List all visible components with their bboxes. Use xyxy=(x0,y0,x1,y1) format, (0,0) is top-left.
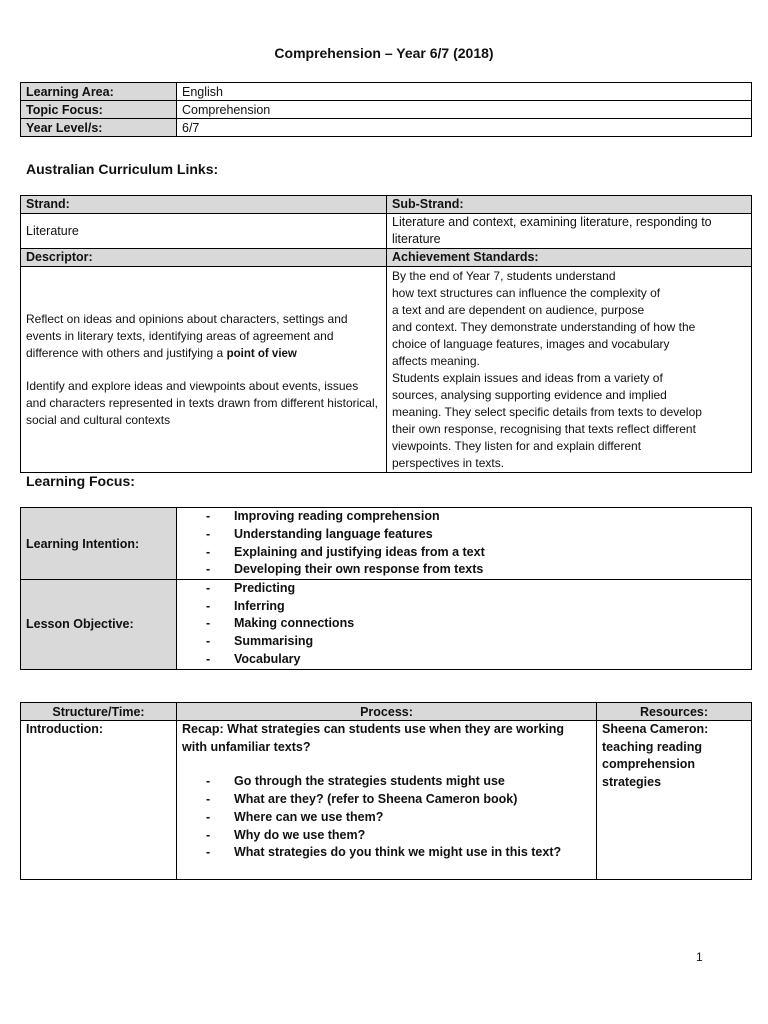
standards-line: a text and are dependent on audience, purpose xyxy=(392,303,645,317)
page-title: Comprehension – Year 6/7 (2018) xyxy=(274,45,494,61)
list-item: - Where can we use them? xyxy=(206,809,384,824)
standards-line: perspectives in texts. xyxy=(392,456,505,470)
structure-cell: Introduction: xyxy=(21,721,177,880)
descriptor-1 xyxy=(26,311,381,363)
list-item: - What strategies do you think we might use in this text? xyxy=(206,845,562,860)
standards-line: meaning. They select specific details from texts to develop xyxy=(392,405,702,419)
learning-area-label: Learning Area: xyxy=(21,83,177,101)
strand-header: Strand: xyxy=(21,196,387,214)
substrand-header: Sub-Strand: xyxy=(387,196,752,214)
step-text: What strategies do you think we might use in this text? xyxy=(234,845,562,860)
list-item: - Go through the strategies students might use xyxy=(206,774,505,789)
objective-text: Inferring xyxy=(234,598,285,613)
lesson-objective-label: Lesson Objective: xyxy=(21,580,177,670)
info-table xyxy=(20,82,752,137)
list-item: - Summarising xyxy=(206,634,314,649)
info-row-topic-focus xyxy=(21,101,752,119)
objective-text: Making connections xyxy=(234,616,355,631)
year-level-label: Year Level/s: xyxy=(21,119,177,137)
standards-line: sources, analysing supporting evidence and implied xyxy=(392,388,667,402)
descriptor-2: Identify and explore ideas and viewpoints about events, issues and characters represented in texts drawn from different historical, social and cultural contexts xyxy=(26,378,378,427)
standards-line: Students explain issues and ideas from a variety of xyxy=(392,371,663,385)
step-text: Why do we use them? xyxy=(234,827,366,842)
info-row-year-level xyxy=(21,119,752,137)
lesson-objective-list xyxy=(182,580,746,669)
step-text: What are they? (refer to Sheena Cameron book) xyxy=(234,792,518,807)
learning-intention-list xyxy=(182,508,746,579)
substrand-value: Literature and context, examining literature, responding to literature xyxy=(387,214,752,249)
lesson-objective-list-cell xyxy=(177,580,752,670)
standards-line: and context. They demonstrate understanding of how the xyxy=(392,320,696,334)
step-text: Where can we use them? xyxy=(234,809,384,824)
resources-header: Resources: xyxy=(597,703,752,721)
year-level-value: 6/7 xyxy=(177,119,752,137)
intention-text: Improving reading comprehension xyxy=(234,509,440,524)
list-item: - Inferring xyxy=(206,598,285,613)
list-item: - Vocabulary xyxy=(206,651,301,666)
standards-line: how text structures can influence the complexity of xyxy=(392,286,661,300)
learning-area-value: English xyxy=(177,83,752,101)
list-item: - Making connections xyxy=(206,616,355,631)
descriptor-header: Descriptor: xyxy=(21,249,387,267)
info-row-learning-area xyxy=(21,83,752,101)
list-item: - Predicting xyxy=(206,581,296,595)
descriptor-cell xyxy=(21,267,387,473)
standards-line: By the end of Year 7, students understand xyxy=(392,269,616,283)
intention-text: Explaining and justifying ideas from a text xyxy=(234,544,485,559)
descriptor-1-text: Reflect on ideas and opinions about characters, settings and events in literary texts, identifying areas of agreement and difference with others and justifying a xyxy=(26,311,348,360)
lesson-plan-table xyxy=(20,702,752,880)
structure-header: Structure/Time: xyxy=(21,703,177,721)
page-number: 1 xyxy=(696,950,703,964)
standards-line: affects meaning. xyxy=(392,354,480,368)
standards-header: Achievement Standards: xyxy=(387,249,752,267)
list-item: - Developing their own response from texts xyxy=(206,562,484,577)
strand-value: Literature xyxy=(21,214,387,249)
standards-line: viewpoints. They listen for and explain different xyxy=(392,439,642,453)
list-item: - Explaining and justifying ideas from a text xyxy=(206,544,485,559)
process-cell xyxy=(177,721,597,880)
list-item: - Understanding language features xyxy=(206,526,433,541)
descriptor-1-tail: point of view xyxy=(226,347,297,360)
learning-focus-heading: Learning Focus: xyxy=(26,473,135,489)
list-item: - Improving reading comprehension xyxy=(206,509,440,524)
process-steps xyxy=(182,773,591,862)
objective-text: Vocabulary xyxy=(234,651,301,666)
intention-text: Understanding language features xyxy=(234,526,433,541)
objective-text: Summarising xyxy=(234,634,314,649)
intention-text: Developing their own response from texts xyxy=(234,562,484,577)
curriculum-table xyxy=(20,195,752,473)
learning-intention-list-cell xyxy=(177,508,752,580)
process-header: Process: xyxy=(177,703,597,721)
topic-focus-value: Comprehension xyxy=(177,101,752,119)
resources-cell: Sheena Cameron: teaching reading comprehension strategies xyxy=(597,721,752,880)
objective-text: Predicting xyxy=(234,581,296,595)
curriculum-heading: Australian Curriculum Links: xyxy=(26,161,219,177)
learning-intention-label: Learning Intention: xyxy=(21,508,177,580)
recap-text: Recap: What strategies can students use when they are working with unfamiliar texts? xyxy=(182,722,565,754)
standards-line: choice of language features, images and vocabulary xyxy=(392,337,670,351)
standards-cell xyxy=(387,267,752,473)
topic-focus-label: Topic Focus: xyxy=(21,101,177,119)
step-text: Go through the strategies students might use xyxy=(234,774,505,789)
standards-line: their own response, recognising that texts reflect different xyxy=(392,422,696,436)
list-item: - What are they? (refer to Sheena Cameron book) xyxy=(206,792,518,807)
learning-focus-table xyxy=(20,507,752,670)
list-item: - Why do we use them? xyxy=(206,827,366,842)
